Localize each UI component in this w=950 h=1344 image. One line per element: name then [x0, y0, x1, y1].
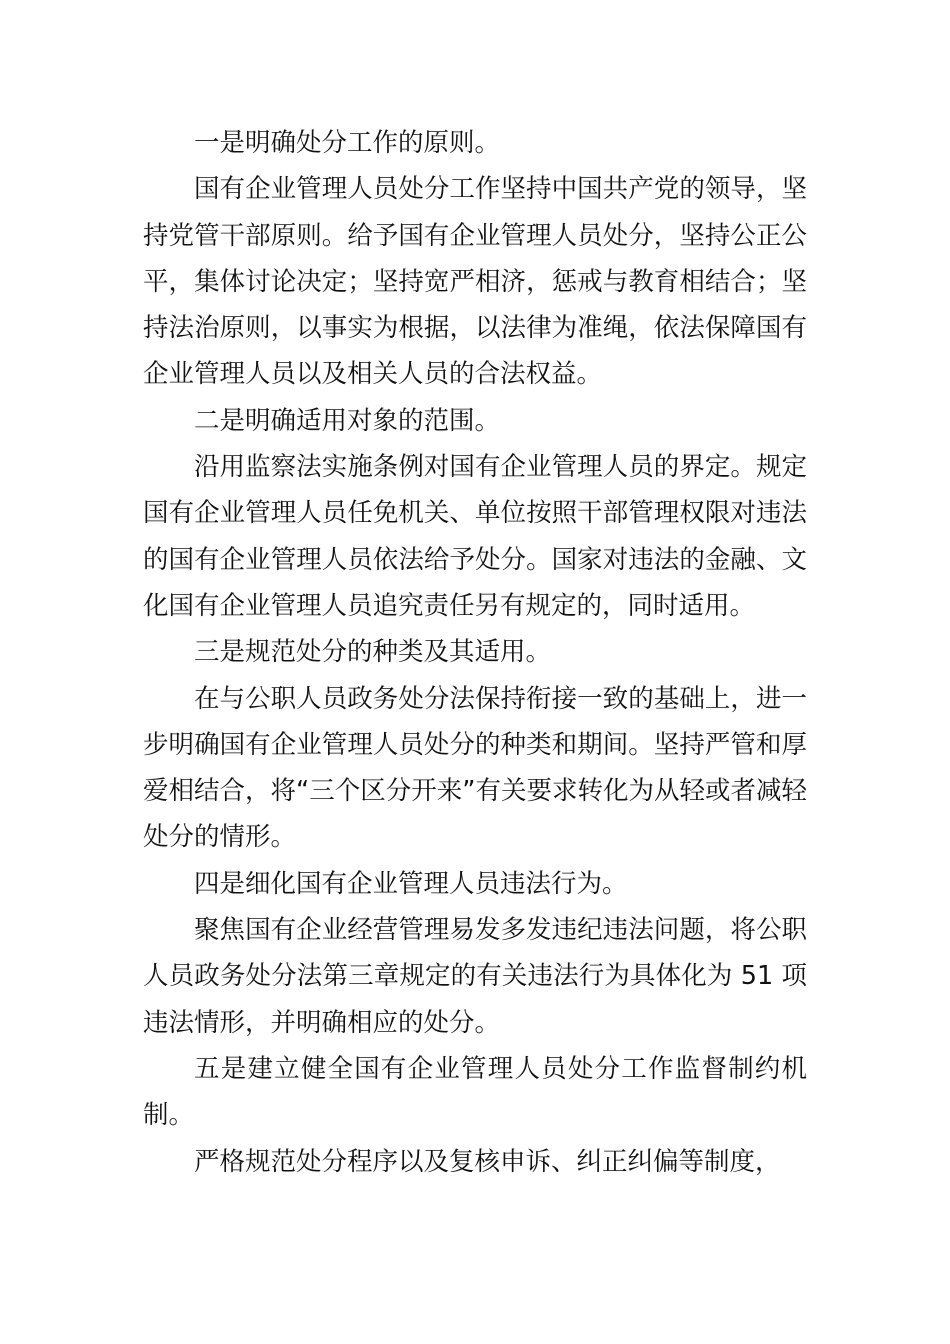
- paragraph-scope: 沿用监察法实施条例对国有企业管理人员的界定。规定国有企业管理人员任免机关、单位按照干部管理权限对违法的国有企业管理人员依法给予处分。国家对违法的金融、文化国有企业管理人员追究责任另有规定的，同时适用。: [143, 452, 807, 621]
- paragraph-violations: 聚焦国有企业经营管理易发多发违纪违法问题，将公职人员政务处分法第三章规定的有关违法行为具体化为 51 项违法情形，并明确相应的处分。: [143, 915, 807, 1038]
- heading-scope: 二是明确适用对象的范围。: [194, 405, 501, 436]
- heading-sanction-types: 三是规范处分的种类及其适用。: [194, 637, 552, 668]
- heading-principles: 一是明确处分工作的原则。: [194, 128, 501, 158]
- document-body: [143, 120, 807, 1185]
- heading-supervision: 五是建立健全国有企业管理人员处分工作监督制约机制。: [143, 1053, 807, 1131]
- paragraph-supervision: 严格规范处分程序以及复核申诉、纠正纠偏等制度，: [194, 1146, 781, 1177]
- paragraph-principles: 国有企业管理人员处分工作坚持中国共产党的领导，坚持党管干部原则。给予国有企业管理人员处分，坚持公正公平，集体讨论决定；坚持宽严相济，惩戒与教育相结合；坚持法治原则，以事实为根据，以法律为准绳，依法保障国有企业管理人员以及相关人员的合法权益。: [143, 174, 807, 390]
- paragraph-sanction-types: 在与公职人员政务处分法保持衔接一致的基础上，进一步明确国有企业管理人员处分的种类和期间。坚持严管和厚爱相结合，将“三个区分开来”有关要求转化为从轻或者减轻处分的情形。: [143, 683, 807, 853]
- heading-violations: 四是细化国有企业管理人员违法行为。: [194, 868, 628, 899]
